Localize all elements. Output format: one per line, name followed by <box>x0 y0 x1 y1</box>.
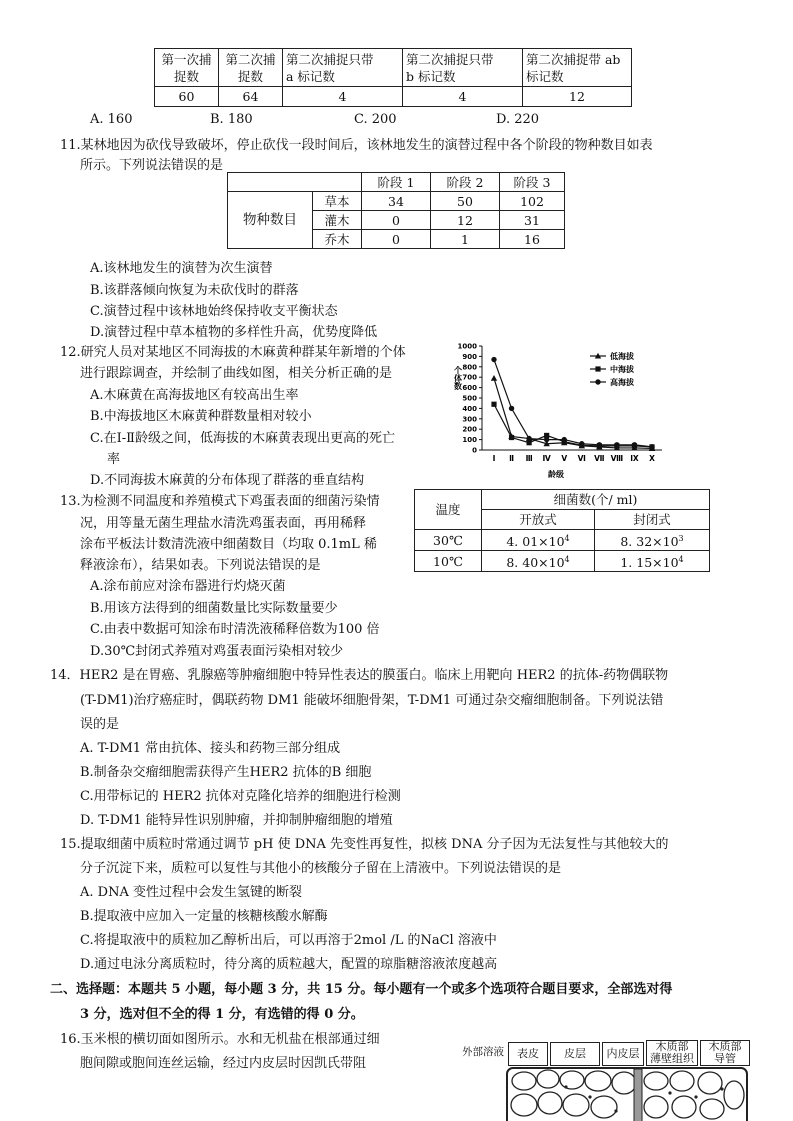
x-tick-label: Ⅲ <box>525 454 533 463</box>
q10-header-cell: 第一次捕 捉数 <box>155 49 219 87</box>
data-point <box>491 357 496 362</box>
q13-sub-open: 开放式 <box>482 510 595 530</box>
q13-table <box>414 489 710 572</box>
q16-label-endodermis: 内皮层 <box>602 1042 644 1066</box>
q15-option-d[interactable]: D.通过电泳分离质粒时，待分离的质粒越大，配置的琼脂糖溶液浓度越高 <box>80 957 498 972</box>
legend-label: 中海拔 <box>610 365 634 374</box>
q10-value-cell: 64 <box>219 87 283 107</box>
q10-header-cell: 第二次捕捉带 ab 标记数 <box>523 49 632 87</box>
data-point <box>614 442 619 447</box>
q11-cell: 102 <box>500 192 565 211</box>
y-tick-label: 500 <box>462 394 477 403</box>
q15-option-a[interactable]: A. DNA 变性过程中会发生氢键的断裂 <box>80 885 302 900</box>
q13-option-c[interactable]: C.由表中数据可知涂布时清洗液稀释倍数为100 倍 <box>90 622 380 637</box>
q13-option-a[interactable]: A.涂布前应对涂布器进行灼烧灭菌 <box>90 579 286 594</box>
q16-root-figure <box>462 1040 752 1121</box>
q11-cell: 1 <box>431 230 500 249</box>
q13-col-group: 细菌数(个/ ml) <box>482 490 710 510</box>
y-tick-label: 600 <box>462 384 477 393</box>
data-point <box>597 442 602 447</box>
data-point <box>491 375 497 381</box>
q10-option-a[interactable]: A. 160 <box>90 112 133 127</box>
legend-label: 低海拔 <box>610 352 634 361</box>
q16-stem-line1: 16.玉米根的横切面如图所示。水和无机盐在根部通过细 <box>60 1032 380 1047</box>
x-tick-label: Ⅹ <box>649 454 655 463</box>
q12-option-c[interactable]: C.在Ⅰ-Ⅱ龄级之间，低海拔的木麻黄表现出更高的死亡 <box>90 431 395 446</box>
q11-cell: 31 <box>500 211 565 230</box>
data-point <box>491 402 496 407</box>
q12-option-a[interactable]: A.木麻黄在高海拔地区有较高出生率 <box>90 388 299 403</box>
y-tick-label: 800 <box>462 363 477 372</box>
data-point <box>509 435 514 440</box>
q16-label-xylem-vessel: 木质部 导管 <box>700 1040 750 1066</box>
data-point <box>632 442 637 447</box>
q15-stem-line2: 分子沉淀下来，质粒可以复性与其他小的核酸分子留在上清液中。下列说法错误的是 <box>80 861 562 876</box>
y-tick-label: 400 <box>462 404 477 413</box>
legend-marker <box>595 366 600 371</box>
q16-label-outside: 外部溶液 <box>462 1046 504 1058</box>
q11-cell: 50 <box>431 192 500 211</box>
y-axis-label: 个体数 <box>453 366 463 390</box>
q12-stem-line2: 进行跟踪调查，并绘制了曲线如图，相关分析正确的是 <box>80 366 393 381</box>
q10-table <box>154 48 632 107</box>
q11-option-d[interactable]: D.演替过程中草本植物的多样性升高，优势度降低 <box>90 325 378 340</box>
data-point <box>579 441 584 446</box>
q13-stem-line2: 况，用等量无菌生理盐水清洗鸡蛋表面，再用稀释 <box>80 516 367 531</box>
section2-heading-line1: 二、选择题：本题共 5 小题，每小题 3 分，共 15 分。每小题有一个或多个选项符合题目要求，全部选对得 <box>50 982 673 997</box>
q11-stem-line1: 11.某林地因为砍伐导致破坏，停止砍伐一段时间后，该林地发生的演替过程中各个阶段的物种数目如表 <box>60 138 653 153</box>
q11-option-a[interactable]: A.该林地发生的演替为次生演替 <box>90 261 273 276</box>
q13-stem-line3: 涂布平板法计数清洗液中细菌数目（均取 0.1mL 稀 <box>80 537 377 552</box>
legend-label: 高海拔 <box>610 378 634 387</box>
q16-label-xylem-parenchyma: 木质部 薄壁组织 <box>646 1040 698 1066</box>
q12-line-chart <box>440 336 670 482</box>
q14-option-d[interactable]: D. T-DM1 能特异性识别肿瘤，并抑制肿瘤细胞的增殖 <box>80 813 393 828</box>
q11-option-c[interactable]: C.演替过程中该林地始终保持收支平衡状态 <box>90 304 338 319</box>
x-tick-label: Ⅰ <box>492 454 496 463</box>
q11-stem-line2: 所示。下列说法错误的是 <box>80 158 224 173</box>
data-point <box>649 444 654 449</box>
q10-header-cell: 第二次捕捉只带 a 标记数 <box>283 49 403 87</box>
q14-option-c[interactable]: C.用带标记的 HER2 抗体对克隆化培养的细胞进行检测 <box>80 789 401 804</box>
series-line-1 <box>494 404 652 447</box>
q12-stem-line1: 12.研究人员对某地区不同海拔的木麻黄种群某年新增的个体 <box>60 345 406 360</box>
q13-value-cell: 8. $32\times 10^3$ <box>595 530 710 551</box>
y-tick-label: 100 <box>462 436 477 445</box>
q16-label-epidermis: 表皮 <box>508 1042 548 1066</box>
x-axis-label: 龄级 <box>548 470 564 479</box>
q15-option-c[interactable]: C.将提取液中的质粒加乙醇析出后，可以再溶于2mol /L 的NaCl 溶液中 <box>80 933 497 948</box>
q11-row-name: 灌木 <box>313 211 362 230</box>
q11-cell: 34 <box>362 192 431 211</box>
q10-header-cell: 第二次捕捉只带 b 标记数 <box>403 49 523 87</box>
legend-marker <box>595 379 600 384</box>
x-tick-label: Ⅱ <box>509 454 515 463</box>
q11-col-header: 阶段 1 <box>362 173 431 192</box>
data-point <box>544 437 549 442</box>
q13-temp-cell: 10℃ <box>415 551 482 572</box>
q10-value-cell: 12 <box>523 87 632 107</box>
x-tick-label: Ⅸ <box>630 454 639 463</box>
q13-sub-closed: 封闭式 <box>595 510 710 530</box>
q10-option-d[interactable]: D. 220 <box>496 112 540 127</box>
section2-heading-line2: 3 分，选对但不全的得 1 分，有选错的得 0 分。 <box>80 1007 364 1022</box>
q13-value-cell: 8. $40\times 10^4$ <box>482 551 595 572</box>
series-line-0 <box>494 378 652 448</box>
q16-stem-line2: 胞间隙或胞间连丝运输，经过内皮层时因凯氏带阻 <box>80 1056 367 1071</box>
x-tick-label: Ⅵ <box>577 454 586 463</box>
y-tick-label: 0 <box>472 446 477 455</box>
y-tick-label: 300 <box>462 415 477 424</box>
q11-cell: 16 <box>500 230 565 249</box>
q11-col-header: 阶段 3 <box>500 173 565 192</box>
q13-value-cell: 1. $15\times 10^4$ <box>595 551 710 572</box>
q14-option-b[interactable]: B.制备杂交瘤细胞需获得产生HER2 抗体的B 细胞 <box>80 765 372 780</box>
q13-temp-cell: 30℃ <box>415 530 482 551</box>
q10-option-b[interactable]: B. 180 <box>210 112 253 127</box>
y-tick-label: 200 <box>462 425 477 434</box>
q13-stem-line4: 释液涂布），结果如表。下列说法错误的是 <box>80 558 321 573</box>
y-tick-label: 1000 <box>457 342 477 351</box>
q11-empty-corner <box>228 173 362 192</box>
q13-col-temp: 温度 <box>415 490 482 530</box>
q10-value-cell: 4 <box>403 87 523 107</box>
q11-row-name: 乔木 <box>313 230 362 249</box>
q11-cell: 0 <box>362 211 431 230</box>
q11-row-label: 物种数目 <box>228 192 313 249</box>
x-tick-label: Ⅶ <box>594 454 605 463</box>
x-tick-label: Ⅷ <box>610 454 624 463</box>
data-point <box>562 437 567 442</box>
q16-cell-drawing <box>506 1067 750 1121</box>
q12-option-b[interactable]: B.中海拔地区木麻黄种群数量相对较小 <box>90 409 312 424</box>
q10-header-cell: 第二次捕 捉数 <box>219 49 283 87</box>
q10-value-cell: 60 <box>155 87 219 107</box>
x-tick-label: Ⅳ <box>542 454 551 463</box>
q13-option-b[interactable]: B.用该方法得到的细菌数量比实际数量要少 <box>90 601 338 616</box>
y-tick-label: 900 <box>462 352 477 361</box>
q15-stem-line1: 15.提取细菌中质粒时常通过调节 pH 使 DNA 先变性再复性，拟核 DNA 分子因为无法复性与其他较大的 <box>60 837 669 852</box>
q10-value-cell: 4 <box>283 87 403 107</box>
q14-option-a[interactable]: A. T-DM1 常由抗体、接头和药物三部分组成 <box>80 741 341 756</box>
q12-option-d[interactable]: D.不同海拔木麻黄的分布体现了群落的垂直结构 <box>90 473 365 488</box>
x-tick-label: Ⅴ <box>561 454 568 463</box>
q11-col-header: 阶段 2 <box>431 173 500 192</box>
q13-stem-line1: 13.为检测不同温度和养殖模式下鸡蛋表面的细菌污染情 <box>60 494 380 509</box>
q14-stem-line3: 误的是 <box>80 717 120 732</box>
q12-option-c-cont: 率 <box>107 452 121 467</box>
q14-stem-line2: (T-DM1)治疗癌症时，偶联药物 DM1 能破坏细胞骨架，T-DM1 可通过杂交瘤细胞制备。下列说法错 <box>80 693 664 708</box>
q14-stem-line1: 14．HER2 是在胃癌、乳腺癌等肿瘤细胞中特异性表达的膜蛋白。临床上用靶向 HER2 的抗体-药物偶联物 <box>50 668 669 683</box>
y-tick-label: 700 <box>462 373 477 382</box>
q16-label-cortex: 皮层 <box>550 1042 600 1066</box>
q11-cell: 0 <box>362 230 431 249</box>
data-point <box>526 436 531 441</box>
q15-option-b[interactable]: B.提取液中应加入一定量的核糖核酸水解酶 <box>80 909 328 924</box>
q11-cell: 12 <box>431 211 500 230</box>
q13-option-d[interactable]: D.30℃封闭式养殖对鸡蛋表面污染相对较少 <box>90 644 344 659</box>
q11-table <box>227 172 565 249</box>
q11-row-name: 草本 <box>313 192 362 211</box>
q13-value-cell: 4. $01\times 10^4$ <box>482 530 595 551</box>
q11-option-b[interactable]: B.该群落倾向恢复为未砍伐时的群落 <box>90 283 299 298</box>
q10-option-c[interactable]: C. 200 <box>354 112 397 127</box>
data-point <box>509 406 514 411</box>
